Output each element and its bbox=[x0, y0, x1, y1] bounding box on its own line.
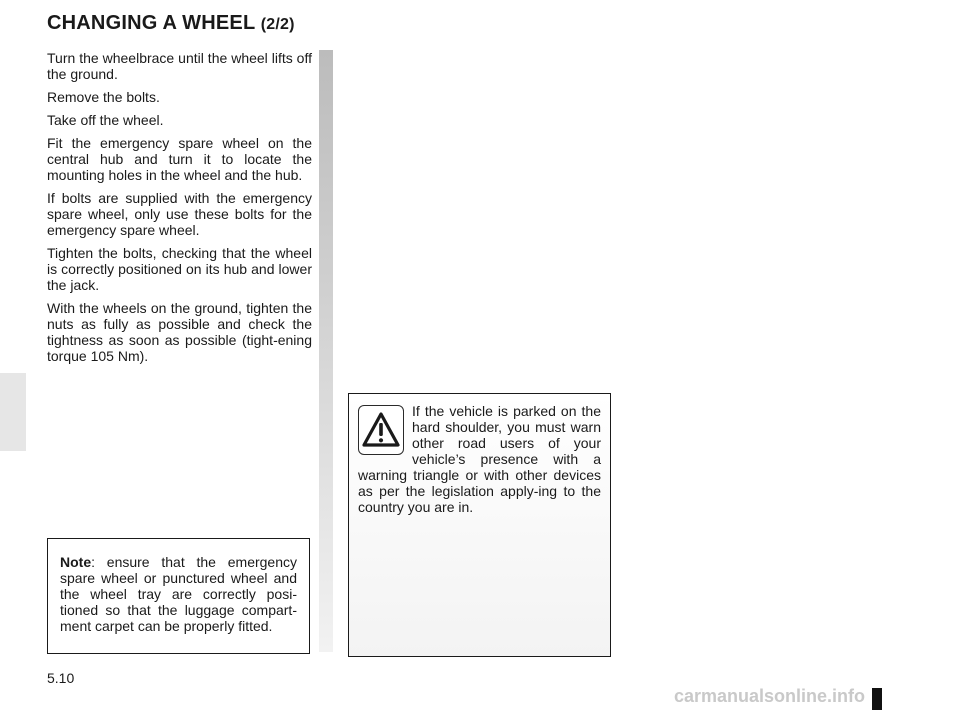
instruction-paragraph: Take off the wheel. bbox=[47, 112, 164, 128]
page-corner-mark bbox=[872, 688, 882, 710]
warning-text: If the vehicle is parked on the hard shoulder, you must warn other road users of your vehicle’s presence with a warning triangle or with other devices as per the legislation apply-ing to the country you are in. bbox=[358, 403, 601, 515]
page-title-text: CHANGING A WHEEL bbox=[47, 12, 256, 34]
instruction-paragraph: Remove the bolts. bbox=[47, 89, 160, 105]
note-box bbox=[47, 538, 310, 654]
instruction-paragraph: Turn the wheelbrace until the wheel lifts off the ground. bbox=[47, 50, 312, 82]
warning-box bbox=[348, 393, 611, 657]
page-title-suffix: (2/2) bbox=[260, 16, 295, 33]
warning-triangle-icon bbox=[358, 405, 404, 455]
instruction-paragraph: Fit the emergency spare wheel on the central hub and turn it to locate the mounting holes in the wheel and the hub. bbox=[47, 135, 312, 183]
note-label: Note bbox=[60, 554, 92, 570]
note-text-block bbox=[60, 554, 297, 634]
chapter-tab bbox=[0, 373, 26, 451]
page-number: 5.10 bbox=[47, 670, 75, 686]
instruction-paragraph: Tighten the bolts, checking that the wheel is correctly positioned on its hub and lower the jack. bbox=[47, 245, 312, 293]
column-divider bbox=[319, 50, 333, 652]
warning-triangle-svg bbox=[362, 412, 400, 448]
instruction-paragraph: If bolts are supplied with the emergency spare wheel, only use these bolts for the emergency spare wheel. bbox=[47, 190, 312, 238]
watermark: carmanualsonline.info bbox=[674, 686, 866, 706]
page-title bbox=[47, 12, 295, 35]
instruction-column bbox=[47, 50, 312, 371]
instruction-paragraph: With the wheels on the ground, tighten the nuts as fully as possible and check the tightness as soon as possible (tight-ening torque 105 Nm). bbox=[47, 300, 312, 364]
note-text: : ensure that the emergency spare wheel or punctured wheel and the wheel tray are correctly posi-tioned so that the luggage compart-ment carpet can be properly fitted. bbox=[60, 554, 297, 634]
